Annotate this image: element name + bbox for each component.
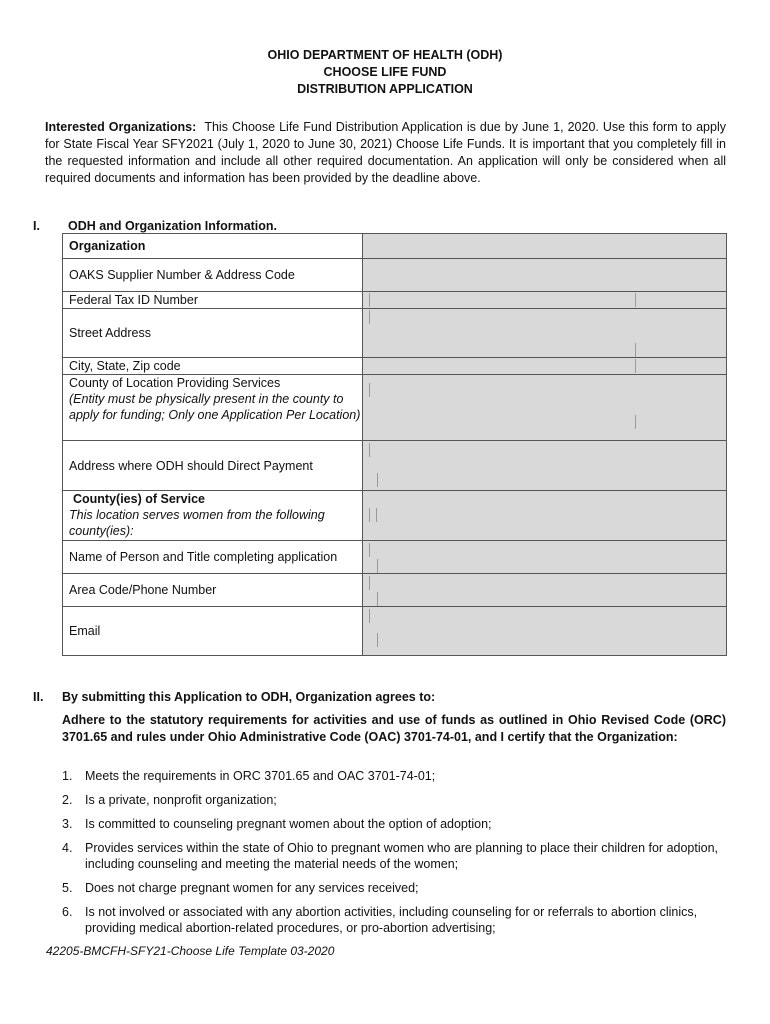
county-location-note: (Entity must be physically present in the county to apply for funding; Only one Application Per Location): [69, 392, 361, 422]
text-cursor-marker: [369, 543, 370, 557]
intro-paragraph: [45, 119, 726, 187]
table-row: [63, 259, 727, 292]
text-cursor-marker: [635, 343, 636, 357]
compliance-statement: Adhere to the statutory requirements for activities and use of funds as outlined in Ohio Revised Code (ORC) 3701.65 and rules under Ohio Administrative Code (OAC) 3701-74-01, and I certify that the Organization:: [62, 713, 726, 744]
title-line-form: DISTRIBUTION APPLICATION: [297, 82, 473, 96]
organization-info-table: [62, 233, 727, 656]
payment-address-field[interactable]: [363, 441, 727, 491]
list-item: 1. Meets the requirements in ORC 3701.65 and OAC 3701-74-01;: [62, 769, 436, 783]
county-of-location-field[interactable]: [363, 375, 727, 441]
row-label-city: City, State, Zip code: [63, 358, 363, 375]
row-label-email: Email: [63, 607, 363, 656]
text-cursor-marker: [369, 443, 370, 457]
intro-body: This Choose Life Fund Distribution Application is due by June 1, 2020. Use this form to apply for State Fiscal Year SFY2021 (July 1, 2020 to June 30, 2021) Choose Life Funds. It is important that you completely fill in the requested information and include all other required documentation. An application will only be considered when all required documents and information has been provided by the deadline above.: [45, 120, 726, 185]
text-cursor-marker: [635, 293, 636, 307]
table-row: [63, 234, 727, 259]
table-row: [63, 574, 727, 607]
text-cursor-marker: [369, 508, 370, 522]
list-item: 3. Is committed to counseling pregnant women about the option of adoption;: [62, 817, 492, 831]
text-cursor-marker: [369, 293, 370, 307]
text-cursor-marker: [377, 592, 378, 606]
list-item: 2. Is a private, nonprofit organization;: [62, 793, 277, 807]
table-row: [63, 491, 727, 541]
table-row: [63, 541, 727, 574]
person-title-field[interactable]: [363, 541, 727, 574]
table-row: [63, 607, 727, 656]
counties-served-field[interactable]: [363, 491, 727, 541]
federal-tax-id-field[interactable]: [363, 292, 727, 309]
text-cursor-marker: [369, 609, 370, 623]
text-cursor-marker: [635, 359, 636, 373]
text-cursor-marker: [369, 310, 370, 324]
table-row: [63, 292, 727, 309]
list-item: 5. Does not charge pregnant women for any services received;: [62, 881, 419, 895]
document-title: [0, 47, 770, 98]
text-cursor-marker: [377, 473, 378, 487]
section-2-title: By submitting this Application to ODH, Organization agrees to:: [62, 690, 436, 704]
table-row: [63, 309, 727, 358]
oaks-supplier-field[interactable]: [363, 259, 727, 292]
row-label-counties-served: County(ies) of Service This location serves women from the following county(ies):: [63, 491, 363, 541]
city-state-zip-field[interactable]: [363, 358, 727, 375]
street-address-field[interactable]: [363, 309, 727, 358]
counties-served-note: This location serves women from the following county(ies):: [69, 508, 325, 538]
text-cursor-marker: [377, 559, 378, 573]
row-label-street: Street Address: [63, 309, 363, 358]
title-line-agency: OHIO DEPARTMENT OF HEALTH (ODH): [267, 48, 503, 62]
text-cursor-marker: [369, 576, 370, 590]
row-label-oaks: OAKS Supplier Number & Address Code: [63, 259, 363, 292]
text-cursor-marker: [635, 415, 636, 429]
row-label-person-title: Name of Person and Title completing application: [63, 541, 363, 574]
row-label-organization: Organization: [63, 234, 363, 259]
section-2-number: II.: [33, 690, 44, 704]
text-cursor-marker: [369, 383, 370, 397]
row-label-phone: Area Code/Phone Number: [63, 574, 363, 607]
table-row: [63, 375, 727, 441]
intro-lead: Interested Organizations:: [45, 120, 197, 134]
title-line-fund: CHOOSE LIFE FUND: [323, 65, 447, 79]
row-label-tax-id: Federal Tax ID Number: [63, 292, 363, 309]
text-cursor-marker: [376, 508, 377, 522]
table-row: [63, 358, 727, 375]
email-field[interactable]: [363, 607, 727, 656]
organization-field[interactable]: [363, 234, 727, 259]
list-item: 4. Provides services within the state of Ohio to pregnant women who are planning to place their children for adoption, including counseling and meeting the material needs of the women;: [62, 841, 719, 871]
section-1-title: ODH and Organization Information.: [68, 219, 278, 233]
row-label-county-location: County of Location Providing Services (Entity must be physically present in the county to apply for funding; Only one Application Per Location): [63, 375, 363, 441]
requirements-list: [62, 768, 726, 944]
section-1-number: I.: [33, 219, 40, 233]
row-label-payment-address: Address where ODH should Direct Payment: [63, 441, 363, 491]
template-id-footer: 42205-BMCFH-SFY21-Choose Life Template 03-2020: [46, 944, 335, 958]
table-row: [63, 441, 727, 491]
text-cursor-marker: [377, 633, 378, 647]
list-item: 6. Is not involved or associated with any abortion activities, including counseling for or referrals to abortion clinics, providing medical abortion-related procedures, or pro-abortion advertising;: [62, 905, 698, 935]
phone-number-field[interactable]: [363, 574, 727, 607]
